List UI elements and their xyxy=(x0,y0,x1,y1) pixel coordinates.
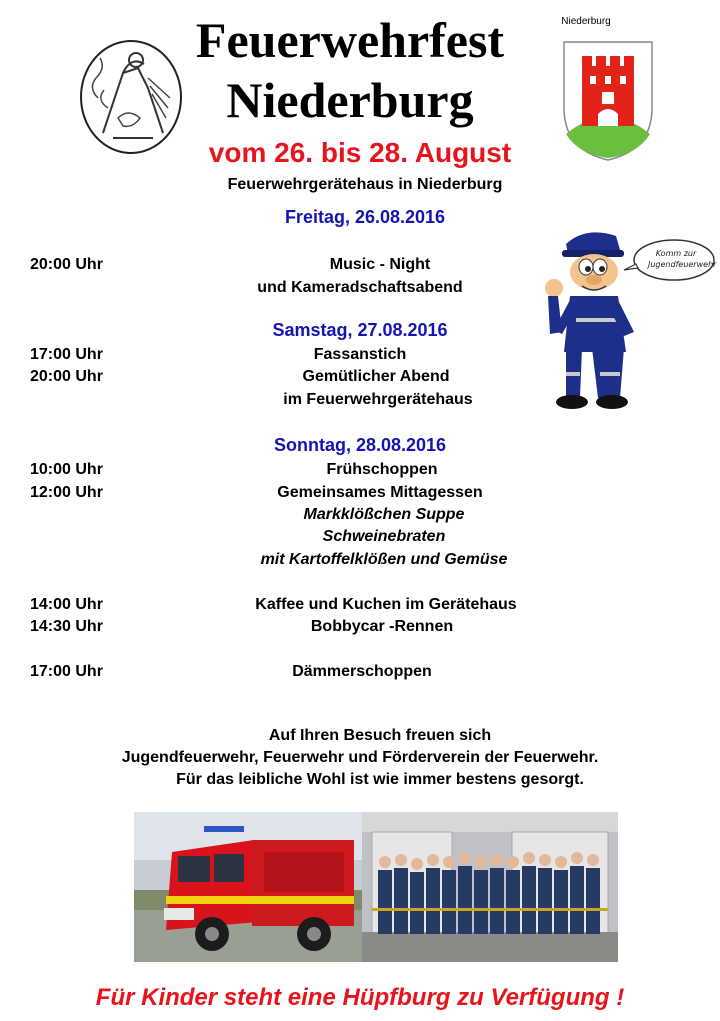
fire-truck-photo xyxy=(134,812,362,962)
kids-note: Für Kinder steht eine Hüpfburg zu Verfügung ! xyxy=(95,984,625,1011)
date-range: vom 26. bis 28. August xyxy=(208,137,512,168)
menu-item: mit Kartoffelklößen und Gemüse xyxy=(260,551,508,568)
crest-shield-icon xyxy=(560,38,656,162)
team-photo xyxy=(362,812,618,962)
event-title: Dämmerschoppen xyxy=(292,663,432,680)
event-time: 12:00 Uhr xyxy=(30,484,103,501)
title-line-2: Niederburg xyxy=(226,72,474,128)
event-title: Gemütlicher Abend xyxy=(302,368,450,385)
day-heading-friday: Freitag, 26.08.2016 xyxy=(284,207,446,227)
speech-bubble-text: Komm zur Jugendfeuerwehr xyxy=(648,249,717,269)
event-time: 14:00 Uhr xyxy=(30,596,103,613)
event-title: Frühschoppen xyxy=(326,461,438,478)
event-time: 10:00 Uhr xyxy=(30,461,103,478)
day-heading-saturday: Samstag, 27.08.2016 xyxy=(272,320,448,340)
event-subtitle: im Feuerwehrgerätehaus xyxy=(283,391,473,408)
menu-item: Schweinebraten xyxy=(322,528,446,545)
event-title xyxy=(160,14,540,126)
event-time: 17:00 Uhr xyxy=(30,346,103,363)
invitation-line: Für das leibliche Wohl ist wie immer bestens gesorgt. xyxy=(176,771,584,788)
event-time: 17:00 Uhr xyxy=(30,663,103,680)
event-time: 20:00 Uhr xyxy=(30,256,103,273)
event-title: Music - Night xyxy=(329,256,431,273)
event-title: Gemeinsames Mittagessen xyxy=(277,484,483,501)
event-subtitle: und Kameradschaftsabend xyxy=(257,279,463,296)
invitation-line: Auf Ihren Besuch freuen sich xyxy=(268,727,492,744)
title-line-1: Feuerwehrfest xyxy=(195,12,505,68)
invitation-line: Jugendfeuerwehr, Feuerwehr und Förderverein der Feuerwehr. xyxy=(121,749,599,766)
event-time: 20:00 Uhr xyxy=(30,368,103,385)
event-time: 14:30 Uhr xyxy=(30,618,103,635)
town-crest xyxy=(560,16,660,161)
firefighter-mascot xyxy=(536,222,716,414)
day-heading-sunday: Sonntag, 28.08.2016 xyxy=(273,435,447,455)
menu-item: Markklößchen Suppe xyxy=(303,506,465,523)
event-title: Kaffee und Kuchen im Gerätehaus xyxy=(255,596,517,613)
event-title: Bobbycar -Rennen xyxy=(310,618,454,635)
crest-caption: Niederburg xyxy=(561,16,611,27)
event-title: Fassanstich xyxy=(313,346,407,363)
venue: Feuerwehrgerätehaus in Niederburg xyxy=(227,176,503,193)
